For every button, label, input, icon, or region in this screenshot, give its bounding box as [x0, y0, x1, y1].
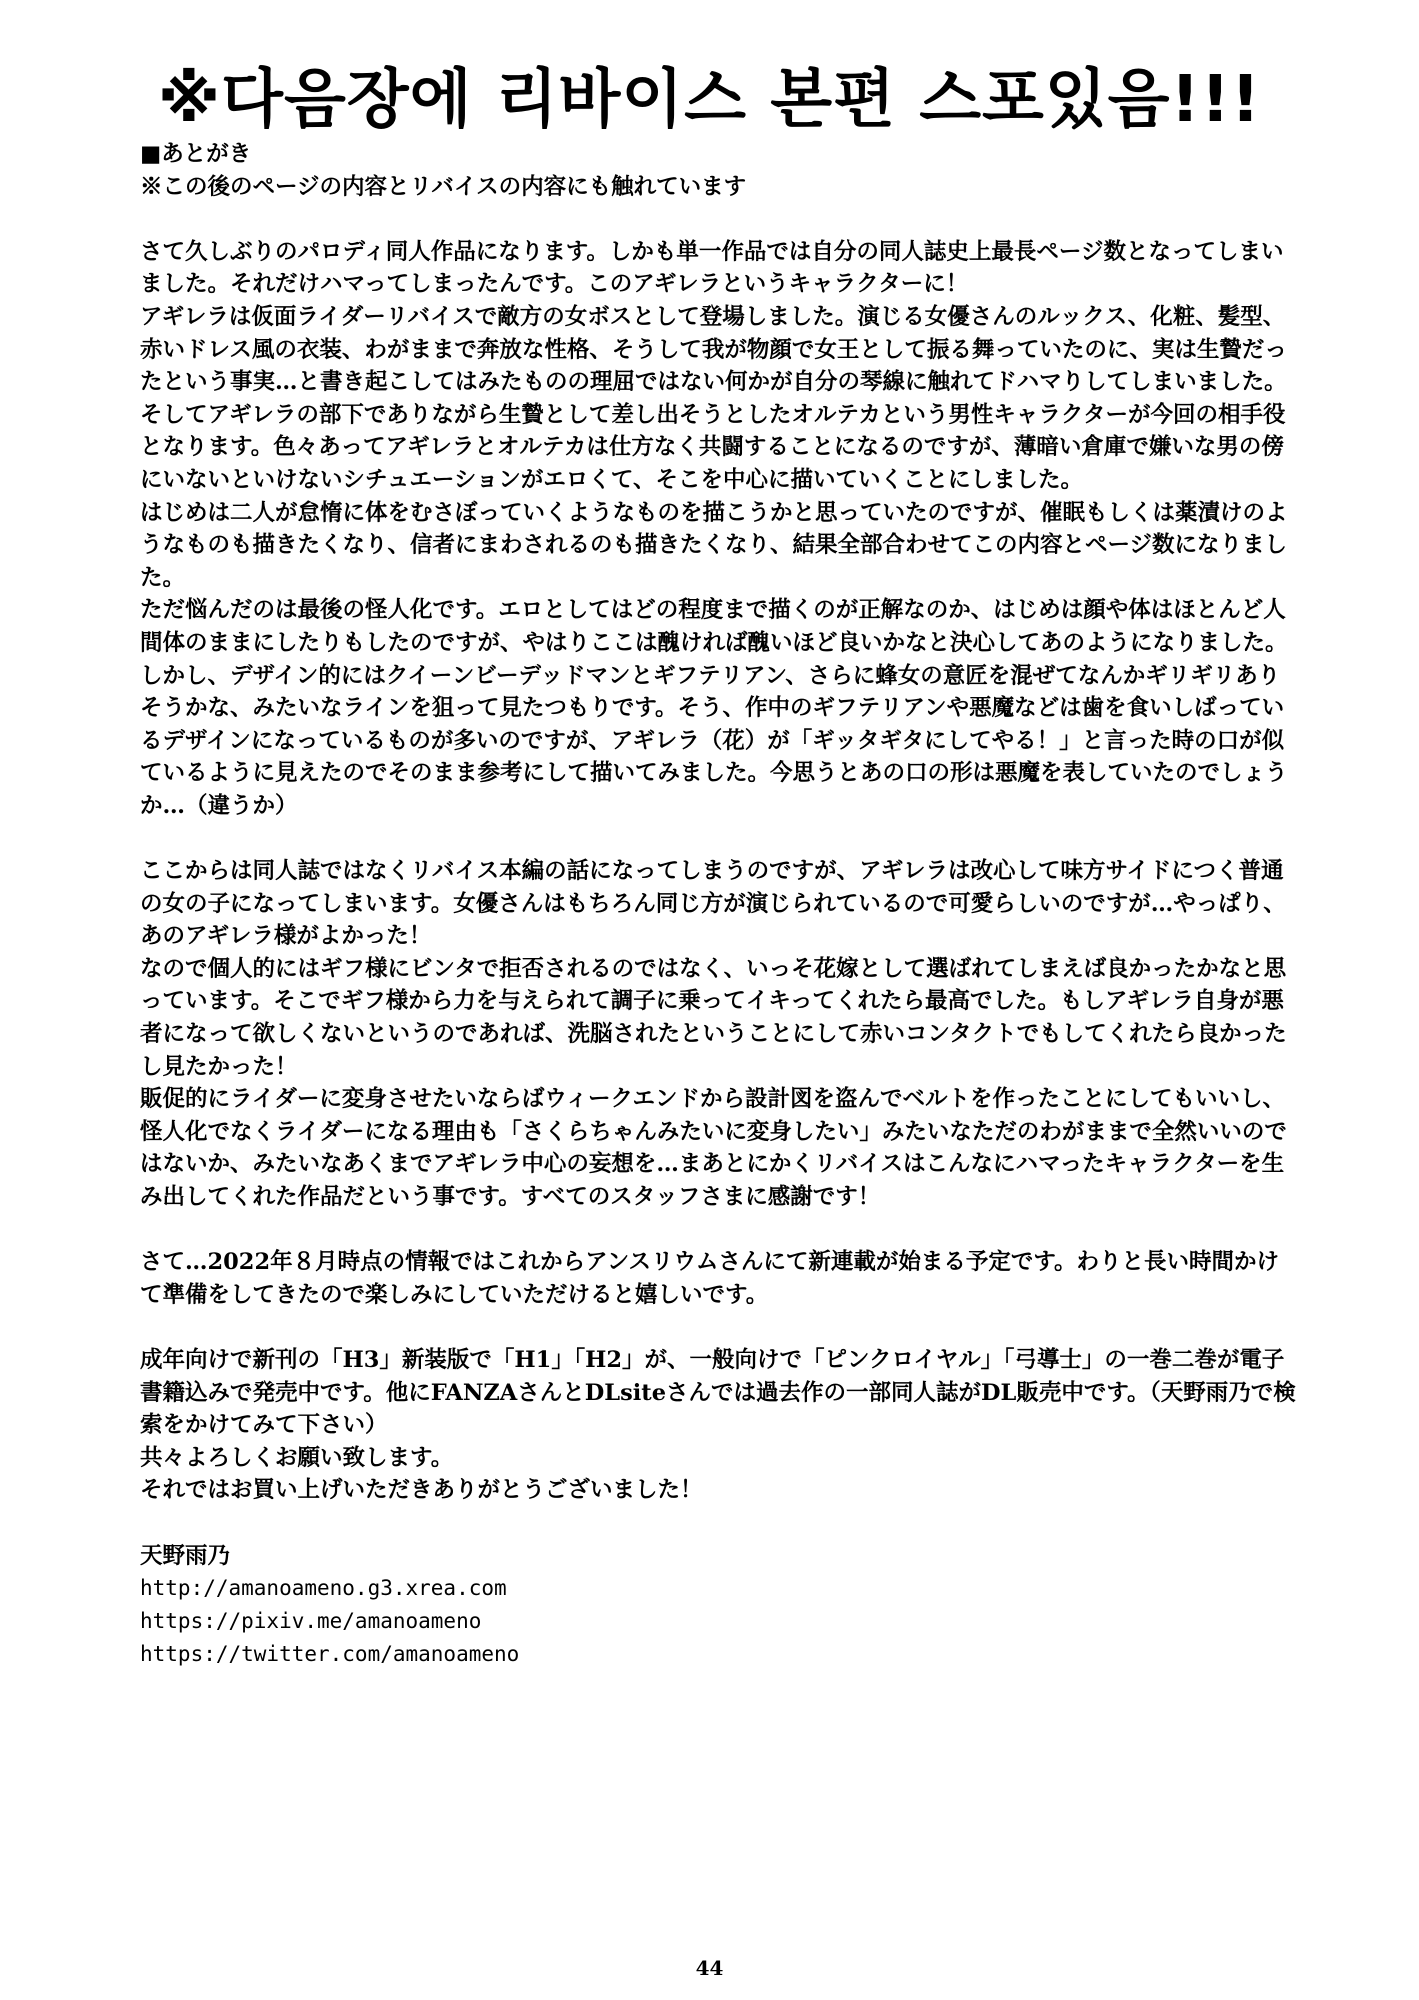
paragraph: なので個人的にはギフ様にビンタで拒否されるのではなく、いっそ花嫁として選ばれてしまえば良かったかなと思っています。そこでギフ様から力を与えられて調子に乗ってイキってくれたら最高でした。もしアギレラ自身が悪者になって欲しくないというのであれば、洗脳されたということにして赤いコンタクトでもしてくれたら良かったし見たかった！: [140, 955, 1287, 1080]
paragraph: ただ悩んだのは最後の怪人化です。エロとしてはどの程度まで描くのが正解なのか、はじめは顔や体はほとんど人間体のままにしたりもしたのですが、やはりここは醜ければ醜いほど良いかなと決心してあのようになりました。しかし、デザイン的にはクイーンビーデッドマンとギフテリアン、さらに蜂女の意匠を混ぜてなんかギリギリありそうかな、みたいなラインを狙って見たつもりです。そう、作中のギフテリアンや悪魔などは歯を食いしばっているデザインになっているものが多いのですが、アギレラ（花）が「ギッタギタにしてやる！」と言った時の口が似ているように見えたのでそのまま参考にして描いてみました。今思うとあの口の形は悪魔を表していたのでしょうか…（違うか）: [140, 597, 1288, 819]
spacer: [140, 822, 1300, 855]
pixiv-link: https://pixiv.me/amanoameno: [140, 1609, 482, 1634]
spoiler-note: ※この後のページの内容とリバイスの内容にも触れています: [140, 173, 747, 200]
paragraph: そしてアギレラの部下でありながら生贄として差し出そうとしたオルテカという男性キャラクターが今回の相手役となります。色々あってアギレラとオルテカは仕方なく共闘することになるのですが、薄暗い倉庫で嫌いな男の傍にいないといけないシチュエーションがエロくて、そこを中心に描いていくことにしました。: [140, 401, 1286, 493]
afterword-body: [140, 138, 1300, 1671]
author-links: [140, 1572, 1300, 1671]
spacer: [140, 203, 1300, 236]
paragraph: それではお買い上げいただきありがとうございました！: [140, 1477, 703, 1504]
website-link: http://amanoameno.g3.xrea.com: [140, 1576, 507, 1601]
author-signature: 天野雨乃: [140, 1542, 231, 1569]
paragraph: アギレラは仮面ライダーリバイスで敵方の女ボスとして登場しました。演じる女優さんのルックス、化粧、髪型、赤いドレス風の衣装、わがままで奔放な性格、そうして我が物顔で女王として振る舞っていたのに、実は生贄だったという事実…と書き起こしてはみたものの理屈ではない何かが自分の琴線に触れてドハマりしてしまいました。: [140, 303, 1287, 396]
paragraph: さて久しぶりのパロディ同人作品になります。しかも単一作品では自分の同人誌史上最長ページ数となってしまいました。それだけハマってしまったんです。このアギレラというキャラクターに！: [140, 238, 1284, 298]
spoiler-warning-banner: ※다음장에 리바이스 본편 스포있음!!!: [157, 63, 1262, 137]
paragraph: ここからは同人誌ではなくリバイス本編の話になってしまうのですが、アギレラは改心して味方サイドにつく普通の女の子になってしまいます。女優さんはもちろん同じ方が演じられているので可愛らしいのですが…やっぱり、あのアギレラ様がよかった！: [140, 858, 1286, 950]
paragraph: 販促的にライダーに変身させたいならばウィークエンドから設計図を盗んでベルトを作ったことにしてもいいし、怪人化でなくライダーになる理由も「さくらちゃんみたいに変身したい」みたいなただのわがままで全然いいのではないか、みたいなあくまでアギレラ中心の妄想を…まあとにかくリバイスはこんなにハマったキャラクターを生み出してくれた作品だという事です。すべてのスタッフさまに感謝です！: [140, 1086, 1287, 1210]
paragraph: 成年向けで新刊の「H3」新装版で「H1」「H2」が、一般向けで「ピンクロイヤル」「弓導士」の一巻二巻が電子書籍込みで発売中です。他にFANZAさんとDLsiteさんでは過去作の一部同人誌がDL販売中です。（天野雨乃で検索をかけてみて下さい）: [140, 1346, 1296, 1439]
spacer: [140, 1311, 1300, 1344]
page-number: 44: [695, 1956, 724, 1980]
spacer: [140, 1507, 1300, 1540]
paragraph: 共々よろしくお願い致します。: [140, 1444, 454, 1471]
afterword-heading: ■あとがき: [140, 141, 252, 167]
paragraph: はじめは二人が怠惰に体をむさぼっていくようなものを描こうかと思っていたのですが、催眠もしくは薬漬けのようなものも描きたくなり、信者にまわされるのも描きたくなり、結果全部合わせてこの内容とページ数になりました。: [140, 499, 1288, 591]
twitter-link: https://twitter.com/amanoameno: [140, 1642, 520, 1667]
spacer: [140, 1214, 1300, 1247]
paragraph: さて…2022年８月時点の情報ではこれからアンスリウムさんにて新連載が始まる予定です。わりと長い時間かけて準備をしてきたので楽しみにしていただけると嬉しいです。: [140, 1249, 1280, 1308]
